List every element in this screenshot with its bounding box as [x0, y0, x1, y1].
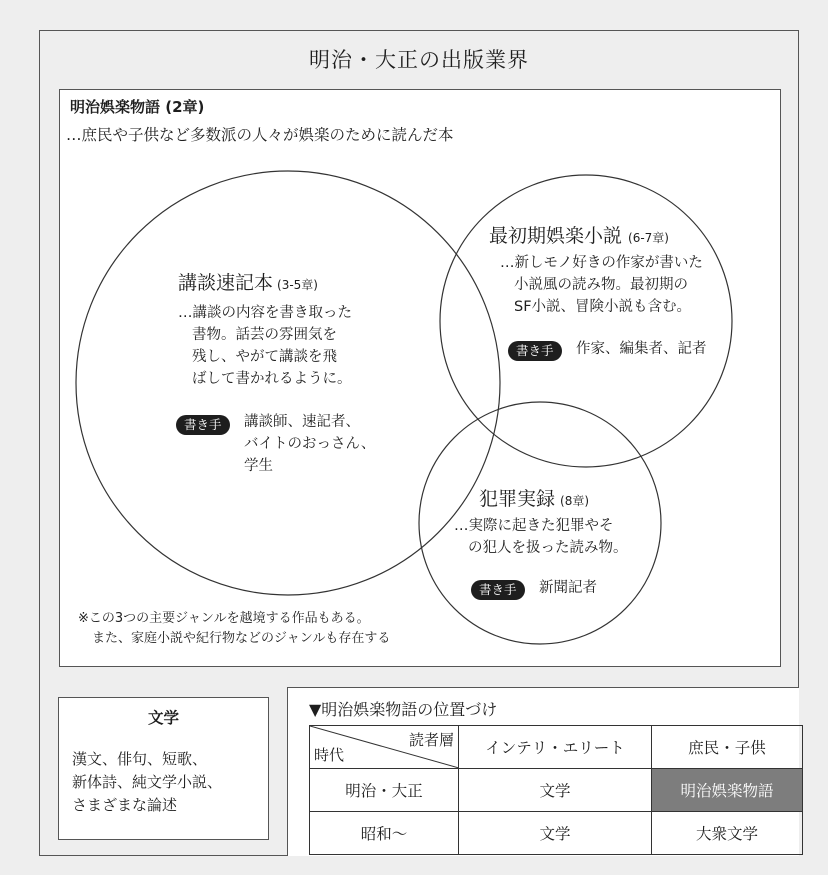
- kodan-writer-line: 講談師、速記者、: [244, 414, 360, 430]
- kodan-writer-badge: [176, 414, 230, 435]
- earliest-writer-badge: [508, 340, 562, 361]
- earliest-chapter: (6-7章): [628, 231, 669, 245]
- table-cell: 文学: [459, 812, 652, 855]
- page-title: 明治・大正の出版業界: [309, 48, 529, 72]
- column-header: 庶民・子供: [652, 726, 803, 769]
- kodan-writer-line: 学生: [244, 458, 273, 474]
- kodan-desc-line: …講談の内容を書き取った: [178, 305, 352, 321]
- kodan-title-label: 講談速記本: [178, 272, 274, 294]
- earliest-desc-line: SF小説、冒険小説も含む。: [514, 299, 692, 315]
- crime-writers: 新聞記者: [539, 580, 597, 596]
- earliest-title-label: 最初期娯楽小説: [489, 225, 623, 247]
- writer-pill: 書き手: [471, 580, 525, 600]
- crime-title-label: 犯罪実録: [479, 488, 556, 510]
- literature-line: さまざまな論述: [72, 796, 178, 814]
- table-row: [310, 812, 803, 855]
- crime-desc-line: …実際に起きた犯罪やそ: [454, 518, 614, 534]
- table-cell: 大衆文学: [652, 812, 803, 855]
- positioning-table: [309, 725, 803, 855]
- kodan-desc-line: 残し、やがて講談を飛: [192, 349, 337, 365]
- corner-cell: [310, 726, 459, 769]
- section-heading-label: 明治娯楽物語: [70, 98, 161, 116]
- literature-line: 新体詩、純文学小説、: [72, 773, 223, 791]
- crime-chapter: (8章): [560, 494, 590, 508]
- earliest-desc-line: …新しモノ好きの作家が書いた: [500, 255, 703, 271]
- table-row: [310, 769, 803, 812]
- section-subtitle: …庶民や子供など多数派の人々が娯楽のために読んだ本: [66, 126, 454, 144]
- column-header: インテリ・エリート: [459, 726, 652, 769]
- earliest-writers: 作家、編集者、記者: [576, 341, 707, 357]
- earliest-description: [500, 252, 703, 318]
- crime-writer-badge: [471, 579, 525, 600]
- literature-body: [72, 748, 222, 817]
- corner-era-label: 時代: [314, 746, 345, 764]
- era-cell: 明治・大正: [310, 769, 459, 812]
- literature-title: 文学: [147, 709, 179, 727]
- crime-desc-line: の犯人を扱った読み物。: [468, 540, 628, 556]
- note-line: ※この3つの主要ジャンルを越境する作品もある。: [78, 611, 370, 626]
- kodan-desc-line: 書物。話芸の雰囲気を: [192, 327, 337, 343]
- kodan-writer-line: バイトのおっさん、: [244, 436, 376, 452]
- kodan-title: [178, 268, 318, 295]
- section-heading-chapter: (2章): [165, 98, 205, 116]
- table-cell-highlighted: 明治娯楽物語: [652, 769, 803, 812]
- kodan-writers: [244, 411, 375, 477]
- crime-title: [479, 484, 589, 511]
- earliest-desc-line: 小説風の読み物。最初期の: [514, 277, 688, 293]
- note-line: また、家庭小説や紀行物などのジャンルも存在する: [92, 631, 391, 646]
- table-cell: 文学: [459, 769, 652, 812]
- literature-line: 漢文、俳句、短歌、: [72, 750, 208, 768]
- writer-pill: 書き手: [508, 341, 562, 361]
- earliest-title: [489, 221, 669, 248]
- positioning-title: ▼明治娯楽物語の位置づけ: [309, 700, 498, 719]
- crime-description: [454, 515, 628, 559]
- kodan-chapter: (3-5章): [277, 278, 318, 292]
- table-header-row: [310, 726, 803, 769]
- genre-note: [78, 609, 390, 649]
- era-cell: 昭和〜: [310, 812, 459, 855]
- writer-pill: 書き手: [176, 415, 230, 435]
- kodan-description: [178, 302, 352, 390]
- circle-earliest-novel: [440, 175, 732, 467]
- corner-reader-label: 読者層: [408, 731, 454, 749]
- kodan-desc-line: ばして書かれるように。: [192, 371, 352, 387]
